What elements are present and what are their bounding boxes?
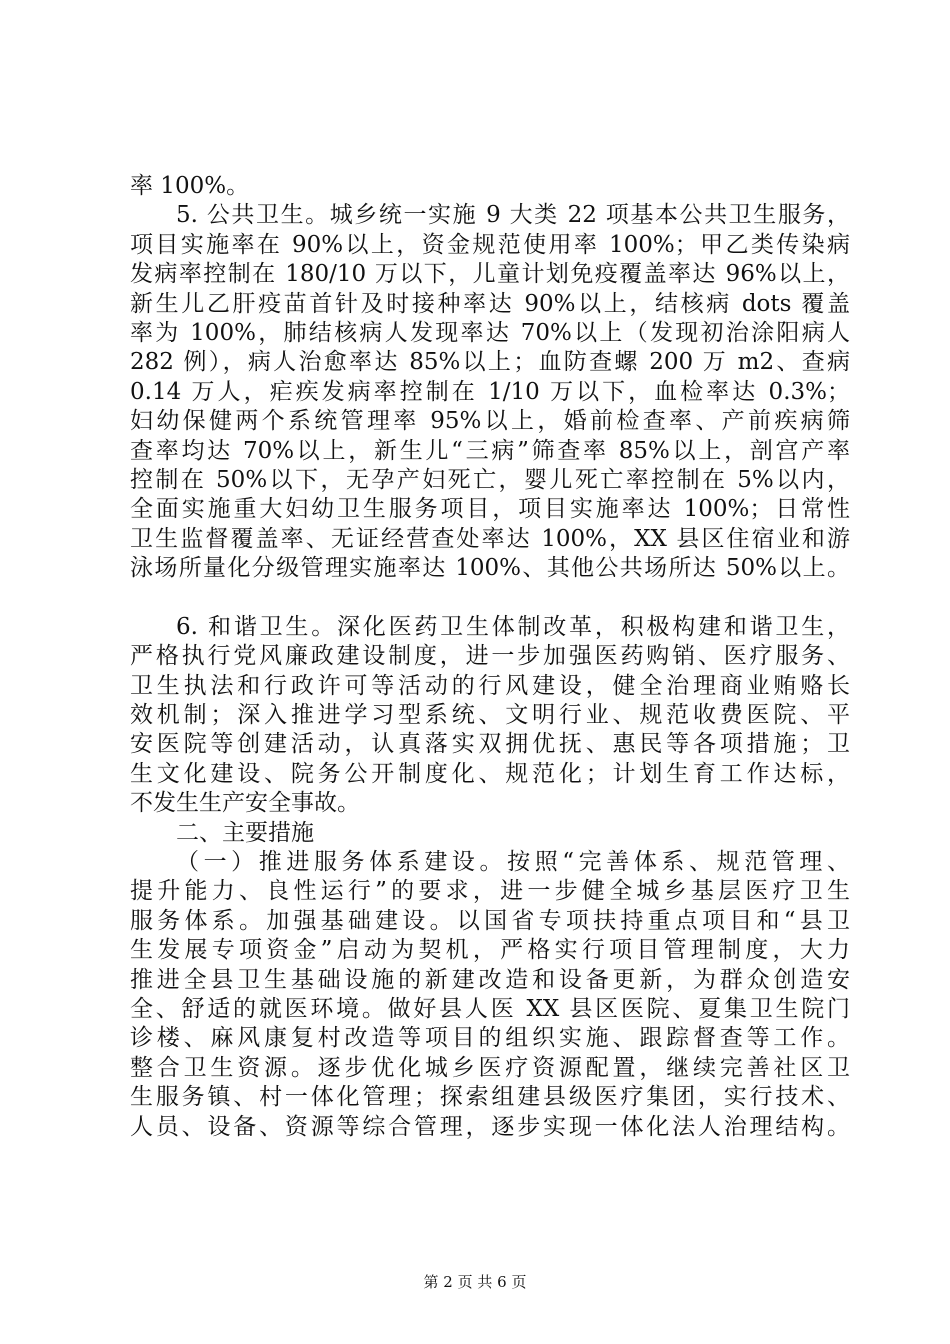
text-line: 全、舒适的就医环境。做好县人医 XX 县区医院、夏集卫生院门 <box>130 995 850 1022</box>
text-line: 0.14 万人，疟疾发病率控制在 1/10 万以下，血检率达 0.3%； <box>130 378 850 405</box>
text-line: 282 例），病人治愈率达 85%以上；血防查螺 200 万 m2、查病 <box>130 349 850 376</box>
text-line: 诊楼、麻风康复村改造等项目的组织实施、跟踪督查等工作。 <box>130 1025 850 1052</box>
text-line: 人员、设备、资源等综合管理，逐步实现一体化法人治理结构。 <box>130 1113 850 1140</box>
page-number-footer: 第 2 页 共 6 页 <box>423 1273 527 1291</box>
paragraph-heading-harmonious-health: 6. 和谐卫生。深化医药卫生体制改革，积极构建和谐卫生， <box>176 613 850 640</box>
text-line: 卫生执法和行政许可等活动的行风建设，健全治理商业贿赂长 <box>130 672 850 699</box>
paragraph-heading-public-health: 5. 公共卫生。城乡统一实施 9 大类 22 项基本公共卫生服务， <box>176 202 850 229</box>
text-line: 率 100%。 <box>130 173 250 199</box>
text-line: 卫生监督覆盖率、无证经营查处率达 100%，XX 县区住宿业和游 <box>130 525 850 552</box>
text-line: 泳场所量化分级管理实施率达 100%、其他公共场所达 50%以上。 <box>130 555 850 582</box>
paragraph-gap <box>130 583 850 612</box>
text-line: 控制在 50%以下，无孕产妇死亡，婴儿死亡率控制在 5%以内， <box>130 466 850 493</box>
text-line: 妇幼保健两个系统管理率 95%以上，婚前检查率、产前疾病筛 <box>130 408 850 435</box>
text-line: 严格执行党风廉政建设制度，进一步加强医药购销、医疗服务、 <box>130 643 850 670</box>
text-line: 效机制；深入推进学习型系统、文明行业、规范收费医院、平 <box>130 702 850 729</box>
subsection-heading-service-system: （一）推进服务体系建设。按照“完善体系、规范管理、 <box>176 848 850 875</box>
text-line: 项目实施率在 90%以上，资金规范使用率 100%；甲乙类传染病 <box>130 231 850 258</box>
text-line: 服务体系。加强基础建设。以国省专项扶持重点项目和“县卫 <box>130 907 850 934</box>
document-body <box>130 172 850 1142</box>
section-heading-main-measures: 二、主要措施 <box>176 819 314 846</box>
text-line: 全面实施重大妇幼卫生服务项目，项目实施率达 100%；日常性 <box>130 496 850 523</box>
text-line: 推进全县卫生基础设施的新建改造和设备更新，为群众创造安 <box>130 966 850 993</box>
text-line: 提升能力、良性运行”的要求，进一步健全城乡基层医疗卫生 <box>130 878 850 905</box>
text-line: 新生儿乙肝疫苗首针及时接种率达 90%以上，结核病 dots 覆盖 <box>130 290 850 317</box>
text-line: 不发生生产安全事故。 <box>130 790 360 817</box>
text-line: 安医院等创建活动，认真落实双拥优抚、惠民等各项措施；卫 <box>130 731 850 758</box>
text-line: 率为 100%，肺结核病人发现率达 70%以上（发现初治涂阳病人 <box>130 319 850 346</box>
text-line: 查率均达 70%以上，新生儿“三病”筛查率 85%以上，剖宫产率 <box>130 437 850 464</box>
text-line: 生发展专项资金”启动为契机，严格实行项目管理制度，大力 <box>130 937 850 964</box>
text-line: 整合卫生资源。逐步优化城乡医疗资源配置，继续完善社区卫 <box>130 1054 850 1081</box>
text-line: 生文化建设、院务公开制度化、规范化；计划生育工作达标， <box>130 760 850 787</box>
text-line: 生服务镇、村一体化管理；探索组建县级医疗集团，实行技术、 <box>130 1084 850 1111</box>
text-line: 发病率控制在 180/10 万以下，儿童计划免疫覆盖率达 96%以上， <box>130 261 850 288</box>
